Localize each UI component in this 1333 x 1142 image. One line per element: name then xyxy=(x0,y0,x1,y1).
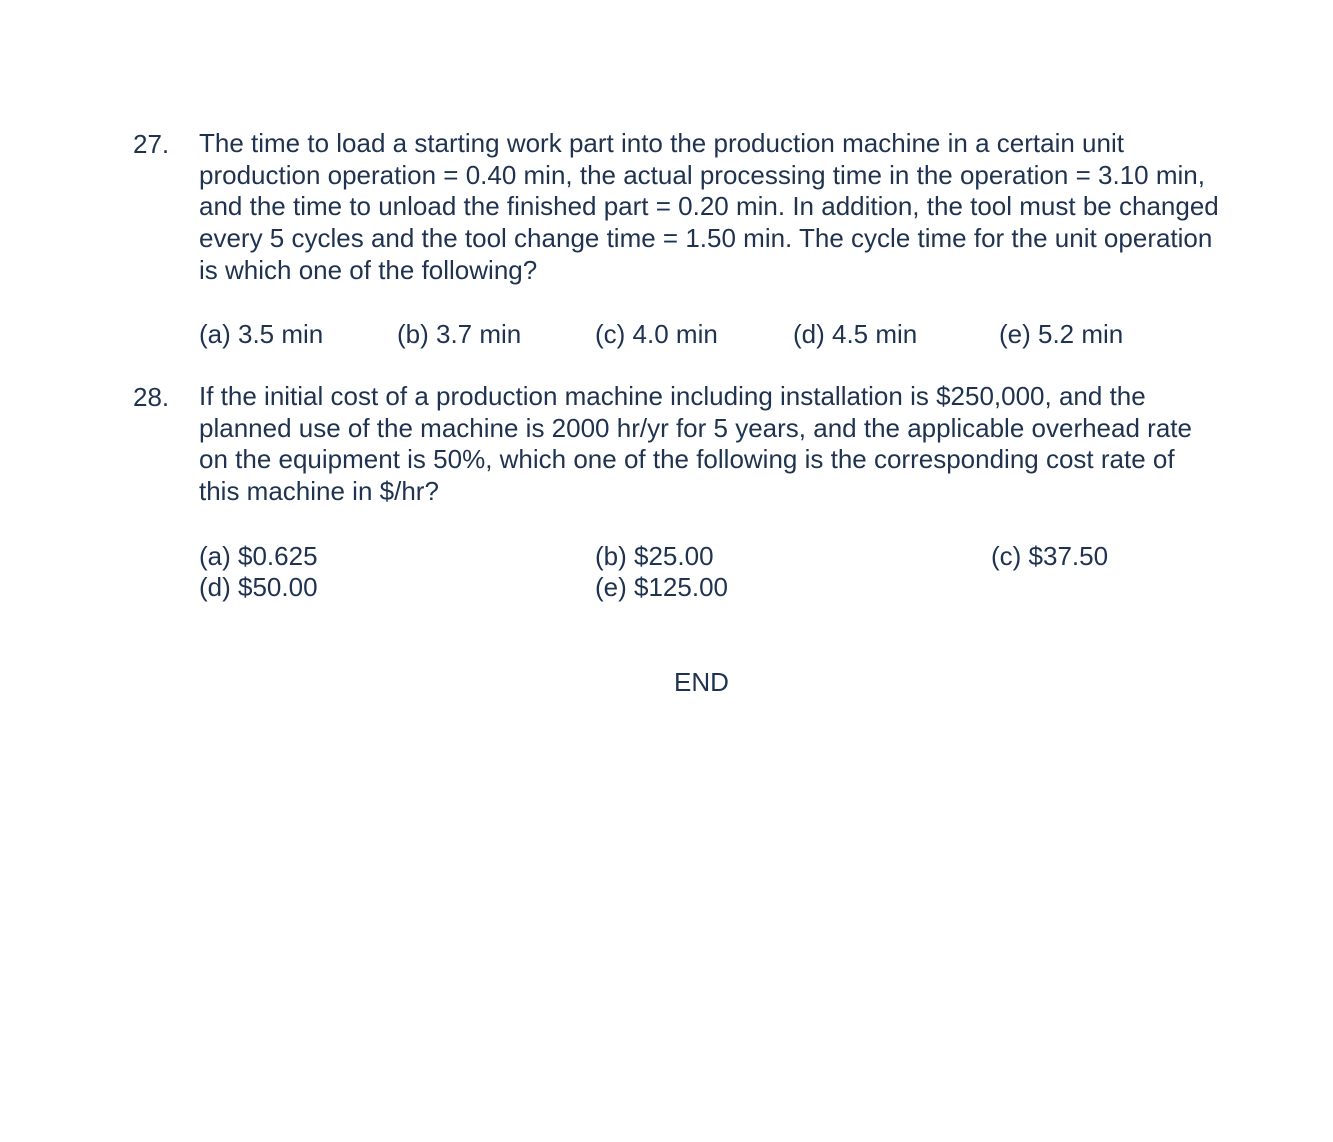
answer-option-a: (a) 3.5 min xyxy=(199,319,324,349)
answer-option-d: (d) $50.00 xyxy=(199,572,318,602)
answer-option-c: (c) $37.50 xyxy=(991,541,1109,571)
answer-option-e: (e) $125.00 xyxy=(595,572,728,602)
answer-option-d: (d) 4.5 min xyxy=(793,319,918,349)
question-text: The time to load a starting work part into the production machine in a certain unit production operation = 0.40 min, the actual processing time in the operation = 3.10 min, and the time to unload the finished part = 0.20 min. In addition, the tool must be changed every 5 cycles and the tool change time = 1.50 min. The cycle time for the unit operation is which one of the following? xyxy=(199,128,1219,285)
answer-option-e: (e) 5.2 min xyxy=(999,319,1124,349)
answer-option-b: (b) 3.7 min xyxy=(397,319,522,349)
question-number: 28. xyxy=(133,382,170,412)
answer-option-c: (c) 4.0 min xyxy=(595,319,718,349)
answer-option-b: (b) $25.00 xyxy=(595,541,714,571)
question-number: 27. xyxy=(133,129,170,159)
end-label: END xyxy=(674,667,729,697)
question-text: If the initial cost of a production machine including installation is $250,000, and the planned use of the machine is 2000 hr/yr for 5 years, and the applicable overhead rate on the equipment is 50%, which one of the following is the corresponding cost rate of this machine in $/hr? xyxy=(199,381,1192,507)
answer-option-a: (a) $0.625 xyxy=(199,541,318,571)
